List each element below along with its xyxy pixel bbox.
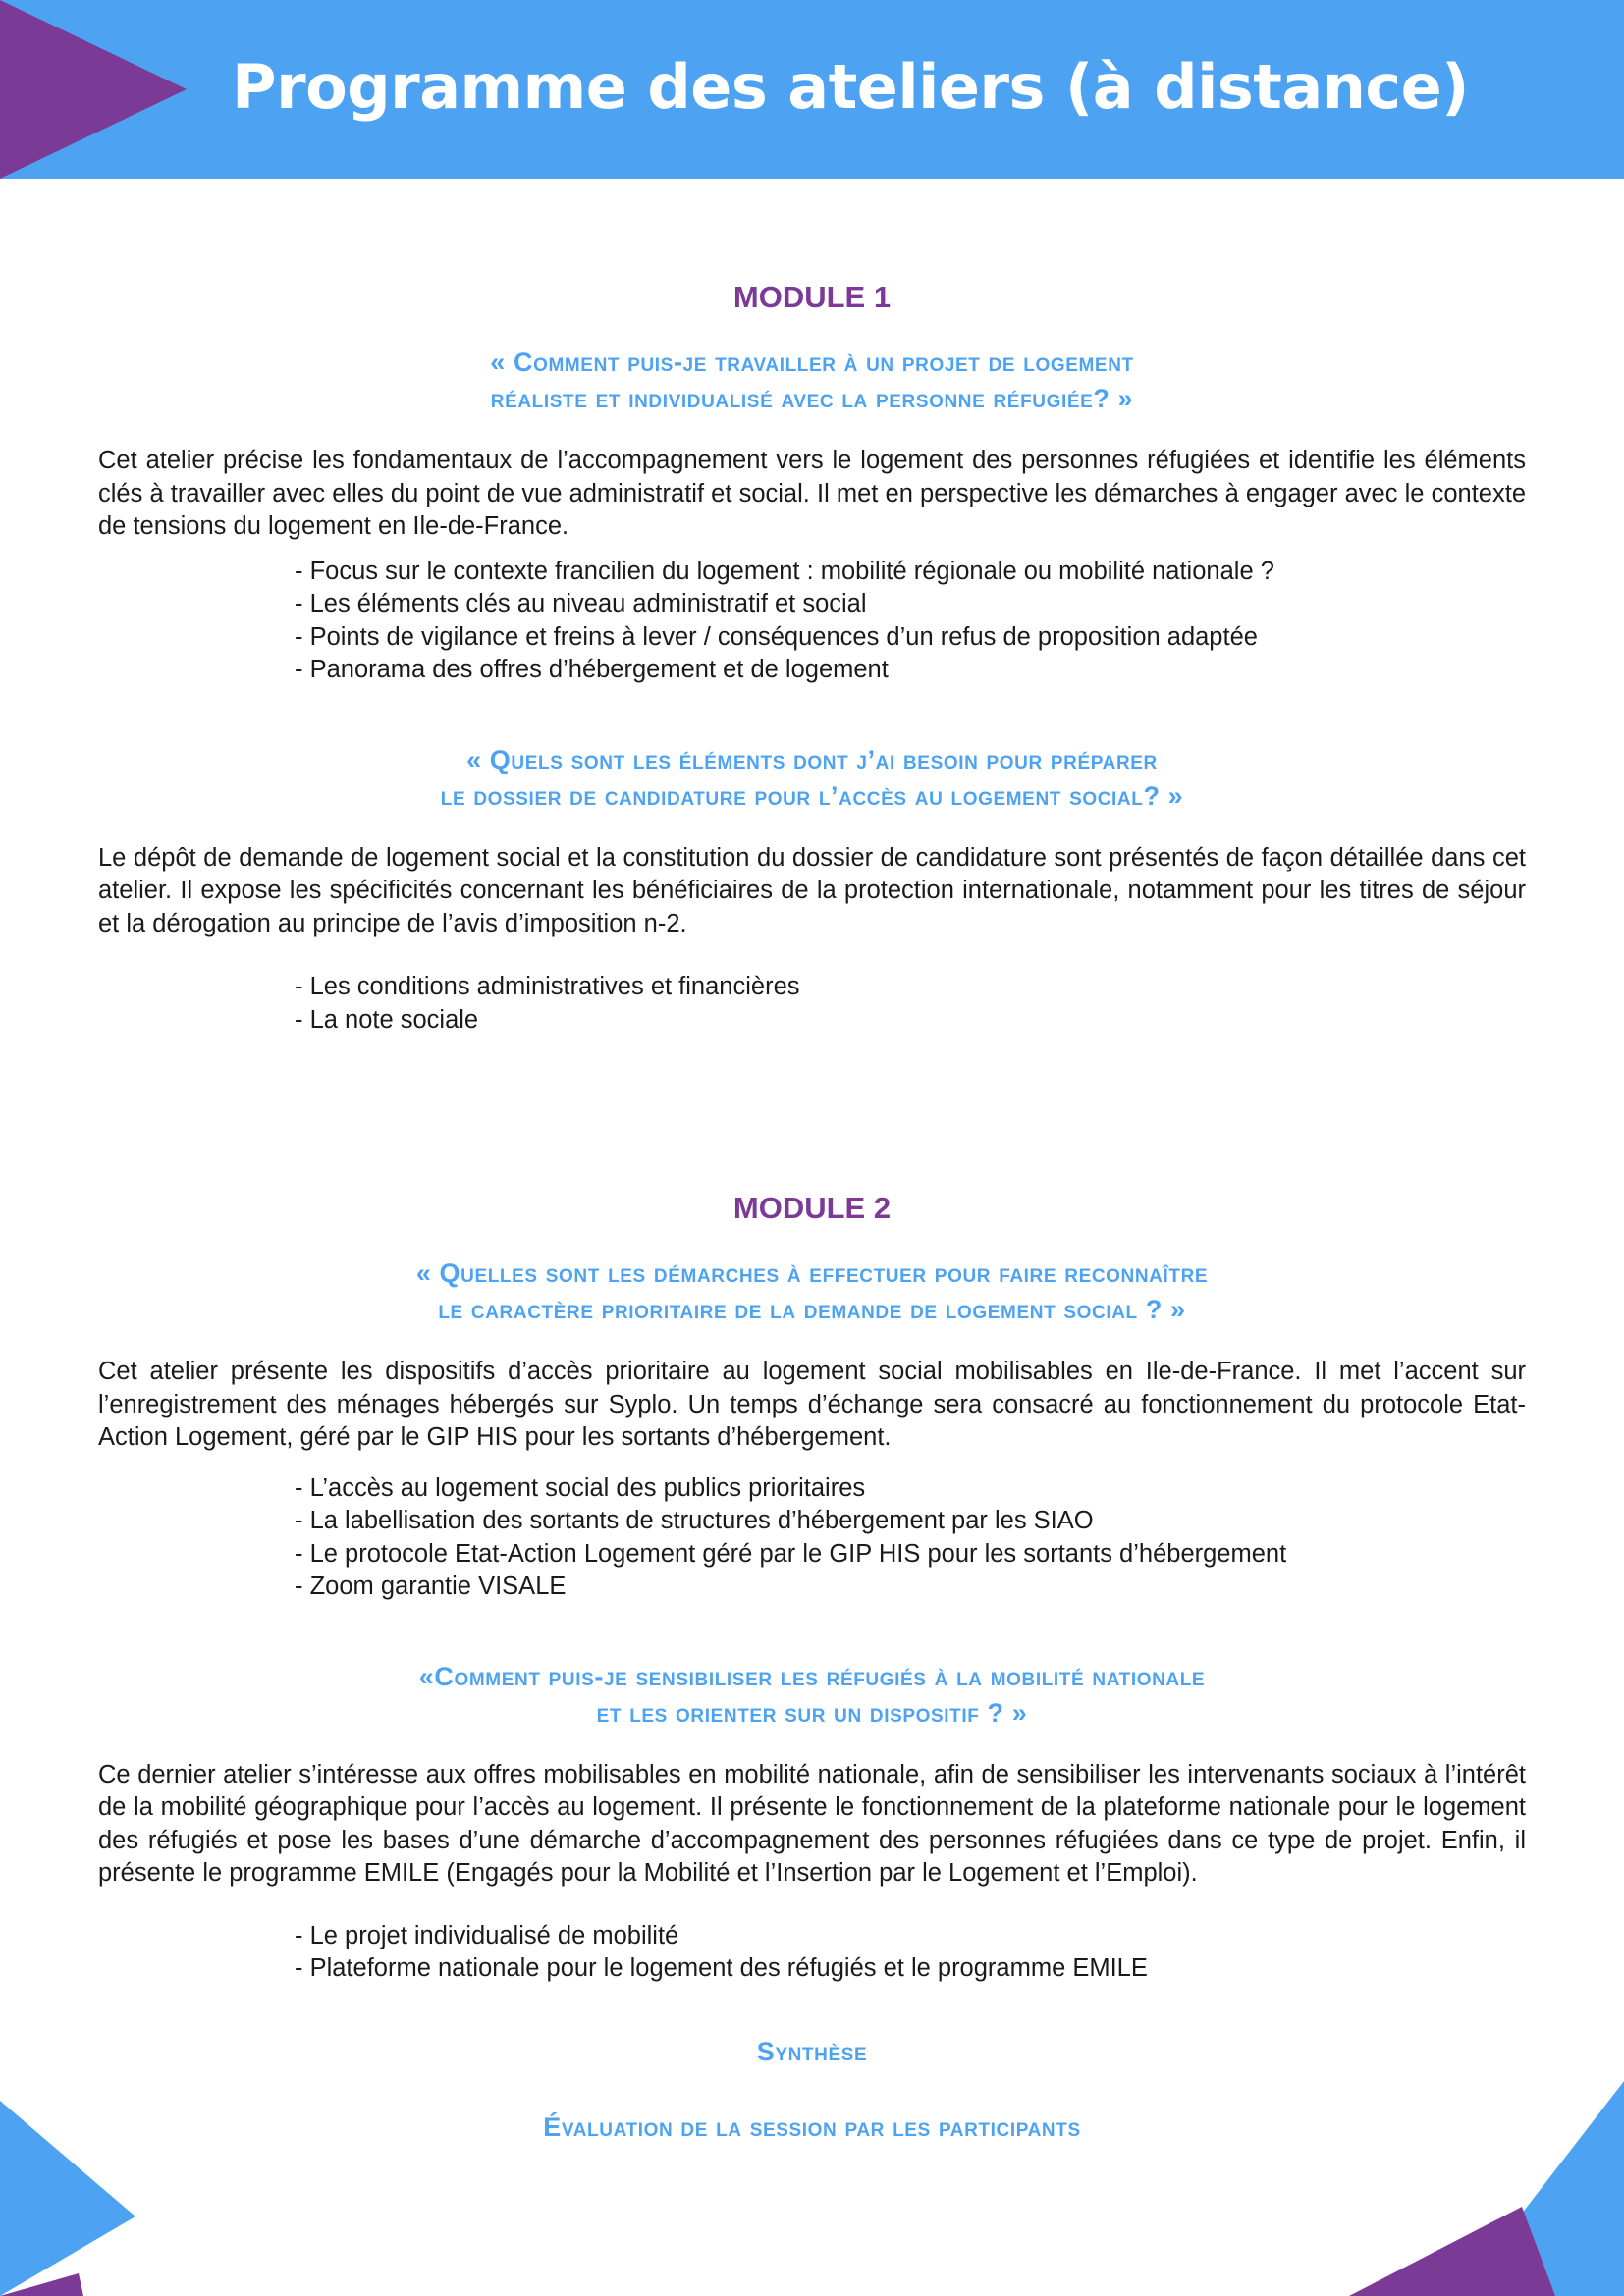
list-item: - La note sociale — [295, 1005, 479, 1034]
module-1-question-2 — [98, 742, 1526, 815]
module-2-question-2-bullets — [295, 1920, 1526, 1986]
list-item: - Les éléments clés au niveau administratif et social — [295, 590, 867, 618]
synthese-heading: Synthèse — [756, 2036, 868, 2066]
list-item: - Zoom garantie VISALE — [295, 1573, 567, 1601]
module-1-question-1-description: Cet atelier précise les fondamentaux de l’accompagnement vers le logement des personnes réfugiées et identifie les éléments clés à travailler avec elles du point de vue administratif et social. Il met en perspective les démarches à engager avec le contexte de tensions du logement en Ile-de-France. — [98, 447, 1526, 541]
list-item: - Les conditions administratives et financières — [295, 973, 800, 1001]
bottom-right-decoration — [1349, 2081, 1624, 2296]
header-purple-triangle — [0, 0, 187, 179]
module-2-question-2-description: Ce dernier atelier s’intéresse aux offres mobilisables en mobilité nationale, afin de sensibiliser les intervenants sociaux à l’intérêt de la mobilité géographique pour l’accès au logement. Il présente le fonctionnement de la plateforme nationale pour le logement des réfugiés et pose les bases d’une démarche d’accompagnement des personnes réfugiées dans ce type de projet. Enfin, il présente le programme EMILE (Engagés pour la Mobilité et l’Insertion par le Logement et l’Emploi). — [98, 1760, 1526, 1888]
question-line: et les orienter sur un dispositif ? » — [596, 1697, 1028, 1728]
question-line: réaliste et individualisé avec la personne réfugiée? » — [490, 384, 1134, 414]
question-line: le dossier de candidature pour l’accès au logement social? » — [440, 780, 1184, 811]
list-item: - La labellisation des sortants de structures d’hébergement par les SIAO — [295, 1507, 1094, 1535]
module-1-question-1 — [98, 345, 1526, 417]
module-2-question-1-description: Cet atelier présente les dispositifs d’accès prioritaire au logement social mobilisables en Ile-de-France. Il met l’accent sur l’enregistrement des ménages hébergés sur Syplo. Un temps d’échange sera consacré au fonctionnement du protocole Etat-Action Logement, géré par le GIP HIS pour les sortants d’hébergement. — [98, 1358, 1526, 1452]
module-2-question-1-bullets — [295, 1472, 1526, 1604]
evaluation-heading: Évaluation de la session par les participants — [543, 2111, 1081, 2142]
bottom-left-decoration — [0, 2101, 147, 2296]
page-title: Programme des ateliers (à distance) — [232, 51, 1469, 123]
question-line: « Quelles sont les démarches à effectuer pour faire reconnaître — [415, 1258, 1209, 1289]
question-line: «Comment puis-je sensibiliser les réfugiés à la mobilité nationale — [418, 1661, 1206, 1691]
module-1-question-2-bullets — [295, 971, 1526, 1037]
question-line: le caractère prioritaire de la demande de logement social ? » — [438, 1295, 1186, 1325]
module-1-question-1-bullets — [295, 556, 1526, 687]
list-item: - Le projet individualisé de mobilité — [295, 1921, 679, 1949]
main-content — [98, 275, 1526, 2143]
list-item: - Focus sur le contexte francilien du logement : mobilité régionale ou mobilité nationale ? — [295, 557, 1274, 585]
module-2-question-2 — [98, 1659, 1526, 1732]
module-2-question-1 — [98, 1255, 1526, 1328]
list-item: - Panorama des offres d’hébergement et de logement — [295, 656, 889, 684]
question-line: « Quels sont les éléments dont j’ai besoin pour préparer — [466, 744, 1158, 774]
module-1-title: MODULE 1 — [732, 280, 892, 314]
module-1-question-2-description: Le dépôt de demande de logement social et la constitution du dossier de candidature sont présentés de façon détaillée dans cet atelier. Il expose les spécificités concernant les bénéficiaires de la protection internationale, notamment pour les titres de séjour et la dérogation au principe de l’avis d’imposition n-2. — [98, 843, 1526, 937]
list-item: - Le protocole Etat-Action Logement géré par le GIP HIS pour les sortants d’hébergement — [295, 1539, 1287, 1568]
module-2-title: MODULE 2 — [732, 1191, 892, 1226]
list-item: - L’accès au logement social des publics prioritaires — [295, 1473, 866, 1502]
list-item: - Plateforme nationale pour le logement des réfugiés et le programme EMILE — [295, 1954, 1148, 1983]
list-item: - Points de vigilance et freins à lever / conséquences d’un refus de proposition adaptée — [295, 622, 1258, 651]
question-line: « Comment puis-je travailler à un projet de logement — [490, 347, 1134, 378]
page-header — [0, 0, 1624, 179]
